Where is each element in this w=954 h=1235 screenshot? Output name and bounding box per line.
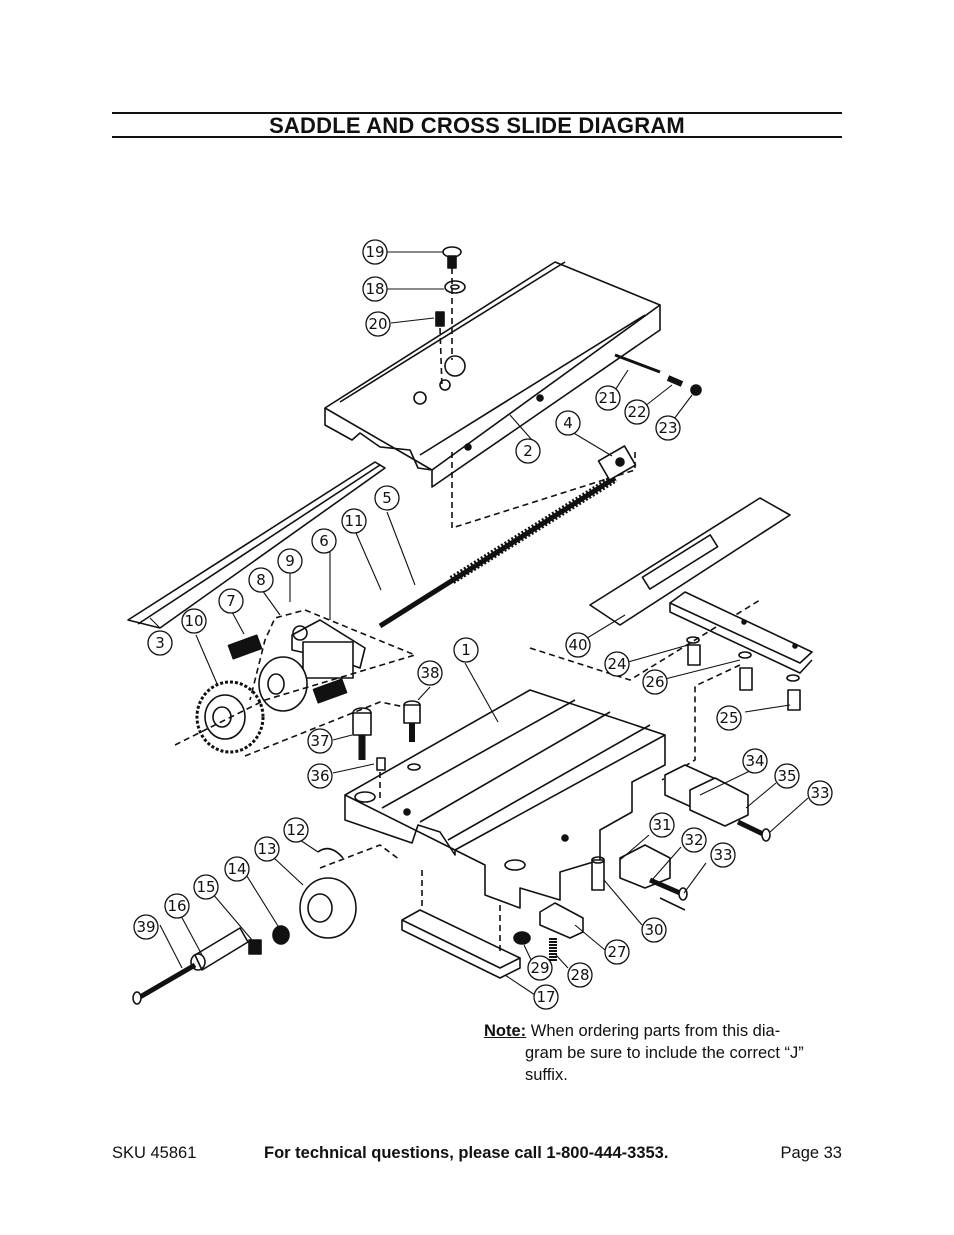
callout-16: 16 [167, 897, 187, 915]
screw-set-middle [739, 652, 752, 690]
callout-3: 3 [155, 634, 165, 652]
note-line-1: When ordering parts from this dia- [530, 1022, 781, 1040]
pin-21 [615, 355, 660, 372]
callout-8: 8 [256, 571, 266, 589]
clip-12 [318, 849, 343, 858]
callout-2: 2 [523, 442, 533, 460]
nut-29 [514, 932, 530, 944]
callout-24: 24 [607, 655, 627, 673]
screw-37 [353, 708, 371, 760]
callout-11: 11 [344, 512, 364, 530]
callout-30: 30 [644, 921, 664, 939]
footer-page-number: Page 33 [780, 1144, 842, 1162]
callout-22: 22 [627, 403, 647, 421]
callout-28: 28 [570, 966, 590, 984]
callout-19: 19 [365, 243, 385, 261]
callout-39: 39 [136, 918, 156, 936]
ordering-note [484, 1020, 844, 1086]
saddle-part [345, 690, 665, 908]
page-title: SADDLE AND CROSS SLIDE DIAGRAM [269, 113, 685, 138]
note-line-2: gram be sure to include the correct “J” [525, 1044, 804, 1062]
block-27 [540, 903, 583, 938]
callout-29: 29 [530, 959, 550, 977]
callout-40: 40 [568, 636, 588, 654]
callout-34: 34 [745, 752, 765, 770]
callout-5: 5 [382, 489, 392, 507]
callout-1: 1 [461, 641, 471, 659]
screw-33-upper [738, 822, 770, 841]
plate-35 [690, 778, 748, 826]
lead-screw-part [380, 446, 635, 626]
callout-35: 35 [777, 767, 797, 785]
callout-4: 4 [563, 414, 573, 432]
lower-gib-17 [402, 910, 520, 978]
screw-30 [592, 857, 604, 890]
callout-36: 36 [310, 767, 330, 785]
callout-27: 27 [607, 943, 627, 961]
callout-6: 6 [319, 532, 329, 550]
gib-strip-part [128, 462, 385, 628]
collar-13 [300, 878, 356, 938]
callout-33-lower: 33 [713, 846, 733, 864]
note-line-3: suffix. [525, 1066, 568, 1084]
callout-20: 20 [368, 315, 388, 333]
callout-17: 17 [536, 988, 556, 1006]
screw-36 [377, 758, 385, 770]
callout-13: 13 [257, 840, 277, 858]
callout-25: 25 [719, 709, 739, 727]
handle-16 [191, 928, 248, 970]
footer-sku: SKU 45861 [112, 1144, 197, 1162]
callout-38: 38 [420, 664, 440, 682]
callout-33-upper: 33 [810, 784, 830, 802]
note-label: Note: [484, 1022, 527, 1040]
callout-31: 31 [652, 816, 672, 834]
footer-tech-support: For technical questions, please call 1-800-444-3353. [264, 1144, 669, 1162]
callout-10: 10 [184, 612, 204, 630]
plate-31 [620, 845, 670, 888]
screw-32 [650, 880, 687, 900]
callout-15: 15 [196, 878, 216, 896]
screw-38 [404, 701, 420, 742]
screw-20 [436, 312, 444, 326]
callout-26: 26 [645, 673, 665, 691]
callout-23: 23 [658, 419, 678, 437]
shaft-39 [133, 965, 195, 1004]
screw-19 [443, 247, 461, 268]
nut-23 [691, 385, 701, 395]
callout-21: 21 [598, 389, 618, 407]
callout-9: 9 [285, 552, 295, 570]
dial-part [259, 657, 307, 711]
callout-14: 14 [227, 860, 247, 878]
callout-12: 12 [286, 821, 306, 839]
callout-18: 18 [365, 280, 385, 298]
setscrew-22 [668, 378, 682, 384]
washer-18 [445, 281, 465, 293]
callout-32: 32 [684, 831, 704, 849]
setscrew-15 [249, 940, 261, 954]
callout-37: 37 [310, 732, 330, 750]
screw-26 [687, 637, 700, 665]
nut-14 [273, 926, 289, 944]
callout-7: 7 [226, 592, 236, 610]
